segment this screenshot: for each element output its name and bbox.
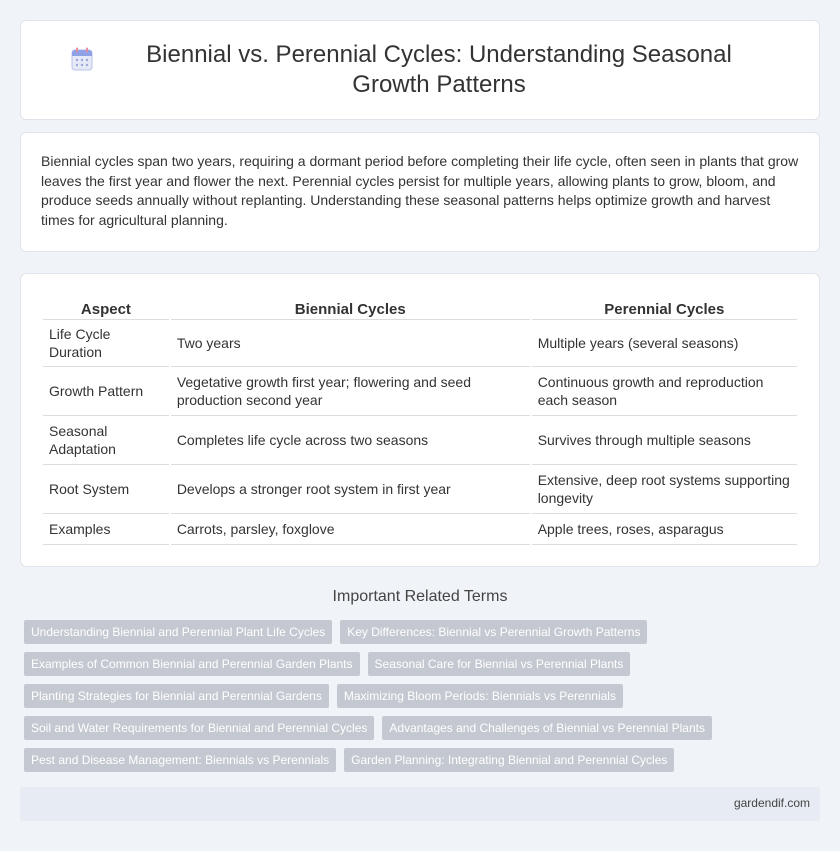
cell-perennial: Multiple years (several seasons) xyxy=(532,320,797,367)
cell-perennial: Survives through multiple seasons xyxy=(532,416,797,465)
cell-aspect: Growth Pattern xyxy=(43,367,169,416)
header-biennial: Biennial Cycles xyxy=(171,296,530,320)
related-term-link[interactable]: Planting Strategies for Biennial and Perennial Gardens xyxy=(24,684,329,708)
cell-perennial: Continuous growth and reproduction each season xyxy=(532,367,797,416)
cell-biennial: Carrots, parsley, foxglove xyxy=(171,514,530,545)
cell-biennial: Develops a stronger root system in first year xyxy=(171,465,530,514)
header-perennial: Perennial Cycles xyxy=(532,296,797,320)
related-term-link[interactable]: Soil and Water Requirements for Biennial and Perennial Cycles xyxy=(24,716,374,740)
intro-paragraph: Biennial cycles span two years, requiring a dormant period before completing their life cycle, often seen in plants that grow leaves the first year and flower the next. Perennial cycles persist for multiple years, allowing plants to grow, bloom, and produce seeds annually without replanting. Understanding these seasonal patterns helps optimize growth and harvest times for agricultural planning. xyxy=(41,153,799,228)
table-row xyxy=(43,367,797,416)
related-term-link[interactable]: Examples of Common Biennial and Perennial Garden Plants xyxy=(24,652,360,676)
table-row xyxy=(43,416,797,465)
cell-perennial: Apple trees, roses, asparagus xyxy=(532,514,797,545)
table-header-row xyxy=(43,296,797,320)
table-row xyxy=(43,465,797,514)
related-term-link[interactable]: Seasonal Care for Biennial vs Perennial Plants xyxy=(368,652,631,676)
cell-aspect: Root System xyxy=(43,465,169,514)
related-terms-list xyxy=(24,620,824,780)
related-term-link[interactable]: Maximizing Bloom Periods: Biennials vs Perennials xyxy=(337,684,623,708)
cell-aspect: Seasonal Adaptation xyxy=(43,416,169,465)
cell-biennial: Two years xyxy=(171,320,530,367)
related-term-link[interactable]: Garden Planning: Integrating Biennial and Perennial Cycles xyxy=(344,748,674,772)
table-row xyxy=(43,320,797,367)
cell-aspect: Examples xyxy=(43,514,169,545)
header-aspect: Aspect xyxy=(43,296,169,320)
related-term-link[interactable]: Key Differences: Biennial vs Perennial Growth Patterns xyxy=(340,620,647,644)
intro-card xyxy=(20,132,820,252)
table-row xyxy=(43,514,797,545)
related-term-link[interactable]: Advantages and Challenges of Biennial vs Perennial Plants xyxy=(382,716,712,740)
footer xyxy=(20,787,820,821)
comparison-table xyxy=(41,296,799,545)
related-term-link[interactable]: Pest and Disease Management: Biennials vs Perennials xyxy=(24,748,336,772)
cell-biennial: Vegetative growth first year; flowering and seed production second year xyxy=(171,367,530,416)
header-card xyxy=(20,20,820,120)
cell-aspect: Life Cycle Duration xyxy=(43,320,169,367)
cell-perennial: Extensive, deep root systems supporting longevity xyxy=(532,465,797,514)
cell-biennial: Completes life cycle across two seasons xyxy=(171,416,530,465)
page-title: Biennial vs. Perennial Cycles: Understanding Seasonal Growth Patterns xyxy=(146,41,732,98)
related-terms-title: Important Related Terms xyxy=(332,588,508,605)
related-term-link[interactable]: Understanding Biennial and Perennial Plant Life Cycles xyxy=(24,620,332,644)
comparison-card xyxy=(20,273,820,567)
site-name[interactable]: gardendif.com xyxy=(733,796,810,810)
